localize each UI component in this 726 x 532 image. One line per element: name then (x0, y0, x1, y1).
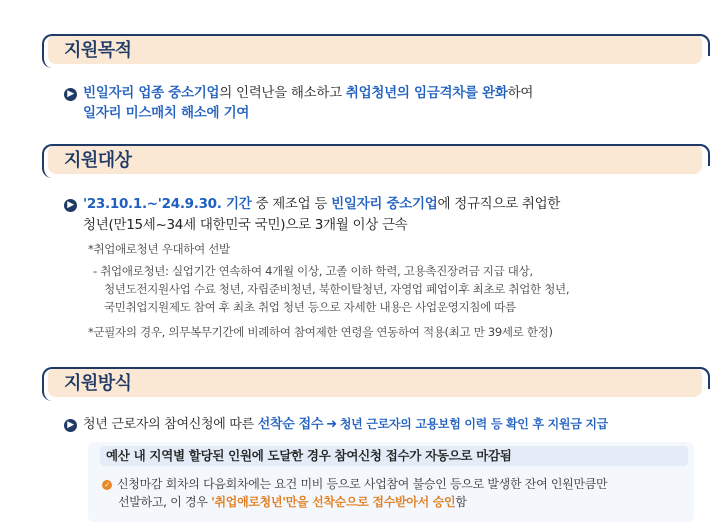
method-line-1 (64, 414, 608, 435)
target-note-military: *군필자의 경우, 의무복무기간에 비례하여 참여제한 연령을 연동하여 적용(최고 만 39세로 한정) (88, 325, 553, 339)
body-text: 신청마감 회차의 다음회차에는 요건 미비 등으로 사업참여 불승인 등으로 발생한 잔여 인원만큼만 (117, 477, 608, 491)
right-arrow-icon: ➜ (326, 417, 337, 432)
target-note-preferred: *취업애로청년 우대하여 선발 (88, 242, 230, 256)
section-header-method (42, 367, 710, 401)
check-circle-icon: ✓ (102, 480, 112, 490)
circle-arrow-icon: ▶ (64, 88, 77, 101)
notice-box-title: 예산 내 지역별 할당된 인원에 도달한 경우 참여신청 접수가 자동으로 마감됨 (100, 446, 688, 466)
body-text: 선발하고, 이 경우 (118, 495, 212, 509)
highlight-text: '취업애로청년'만을 선착순으로 접수받아서 승인 (211, 495, 456, 509)
body-text: 하여 (507, 85, 534, 101)
highlight-text: 빈일자리 업종 중소기업 (83, 85, 220, 101)
section-title: 지원방식 (64, 373, 132, 394)
section-title: 지원대상 (64, 150, 132, 171)
purpose-line-1 (64, 83, 533, 103)
section-header-target (42, 144, 710, 178)
body-text: 에 정규직으로 취업한 (437, 196, 561, 212)
highlight-text: '23.10.1.~'24.9.30. 기간 (83, 196, 252, 212)
notice-line-2 (118, 494, 467, 511)
section-title: 지원목적 (64, 40, 132, 61)
body-text: 의 인력난을 해소하고 (219, 85, 346, 101)
target-note-definition-2: 청년도전지원사업 수료 청년, 자립준비청년, 북한이탈청년, 자영업 폐업이후 최초로 취업한 청년, (104, 282, 570, 296)
notice-box (88, 442, 694, 522)
body-text: 중 제조업 등 (251, 196, 332, 212)
target-note-definition-3: 국민취업지원제도 참여 후 최초 취업 청년 등으로 자세한 내용은 사업운영지침에 따름 (104, 300, 516, 314)
purpose-line-2: 일자리 미스매치 해소에 기여 (83, 105, 250, 121)
target-line-1 (64, 194, 560, 214)
body-text: 청년 근로자의 참여신청에 따른 (83, 417, 258, 432)
notice-line-1 (102, 476, 607, 493)
highlight-text: 청년 근로자의 고용보험 이력 등 확인 후 지원금 지급 (339, 417, 608, 431)
highlight-text: 취업청년의 임금격차를 완화 (345, 85, 508, 101)
body-text: 함 (455, 495, 467, 509)
target-line-2: 청년(만15세~34세 대한민국 국민)으로 3개월 이상 근속 (83, 217, 408, 233)
target-note-definition-1: - 취업애로청년: 실업기간 연속하여 4개월 이상, 고졸 이하 학력, 고용촉진장려금 지급 대상, (93, 264, 533, 278)
section-header-purpose (42, 34, 710, 68)
highlight-text: 선착순 접수 (257, 417, 324, 432)
circle-arrow-icon: ▶ (64, 199, 77, 212)
highlight-text: 빈일자리 중소기업 (331, 196, 438, 212)
circle-arrow-icon: ▶ (64, 419, 77, 432)
